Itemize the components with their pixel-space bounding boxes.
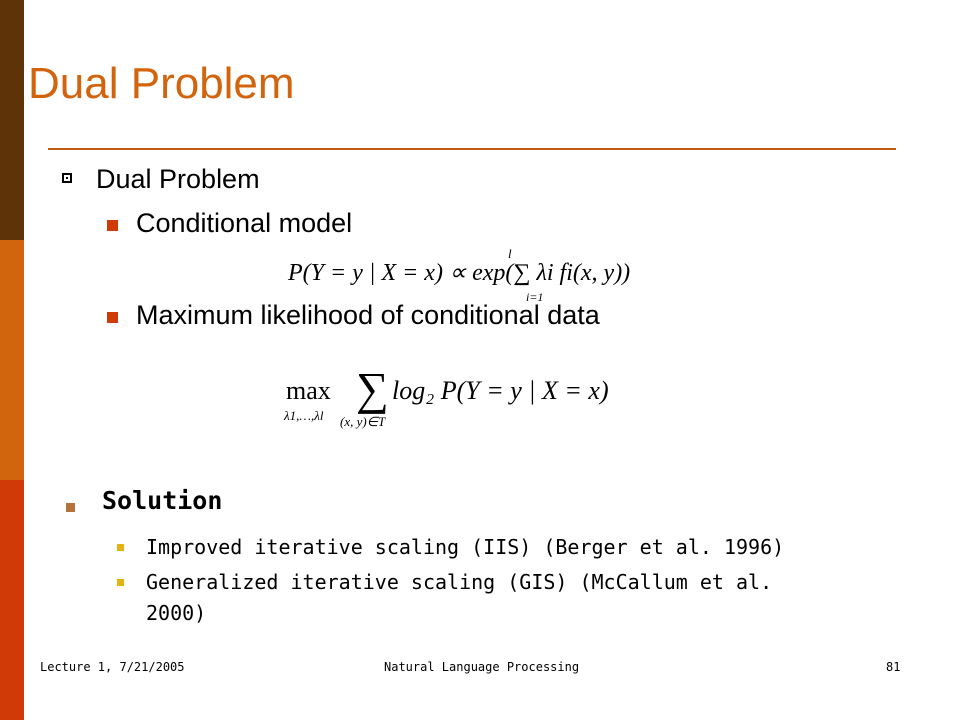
slide-title: Dual Problem <box>28 59 295 108</box>
footer-course-title: Natural Language Processing <box>384 660 580 674</box>
summation-icon: ∑ <box>356 363 389 414</box>
bullet-maximum-likelihood: Maximum likelihood of conditional data <box>136 300 600 330</box>
square-bullet-icon <box>107 220 118 231</box>
bullet-conditional-model: Conditional model <box>136 208 353 238</box>
equation2-max-subscript: λ1,…,λl <box>284 408 324 423</box>
left-accent-bar-top <box>0 0 24 240</box>
square-bullet-icon <box>117 544 124 551</box>
footer-lecture-date: Lecture 1, 7/21/2005 <box>40 660 185 674</box>
title-underline <box>48 148 896 150</box>
square-bullet-icon <box>117 579 124 586</box>
solution-item-iis: Improved iterative scaling (IIS) (Berger et al. 1996) <box>146 535 785 559</box>
solution-item-gis-continued: 2000) <box>146 601 207 625</box>
equation1-sum-upper: l <box>508 246 512 261</box>
left-accent-bar-middle <box>0 240 24 480</box>
bullet-dual-problem: Dual Problem <box>96 164 260 194</box>
square-bullet-icon <box>62 173 72 183</box>
equation2-max: max <box>286 376 331 405</box>
left-accent-bar-bottom <box>0 480 24 720</box>
footer-page-number: 81 <box>886 660 901 674</box>
square-bullet-icon <box>66 503 75 512</box>
equation2-body: log₂ P(Y = y | X = x) <box>392 376 609 405</box>
square-bullet-icon <box>107 312 118 323</box>
equation-conditional-model <box>288 258 630 287</box>
solution-heading: Solution <box>102 486 223 515</box>
equation1-text: P(Y = y | X = x) ∝ exp(∑ λi fi(x, y)) <box>288 260 631 286</box>
solution-item-gis: Generalized iterative scaling (GIS) (McCallum et al. <box>146 570 773 594</box>
equation2-sum-subscript: (x, y)∈T <box>340 414 386 429</box>
equation1-sum-lower: i=1 <box>526 290 544 304</box>
